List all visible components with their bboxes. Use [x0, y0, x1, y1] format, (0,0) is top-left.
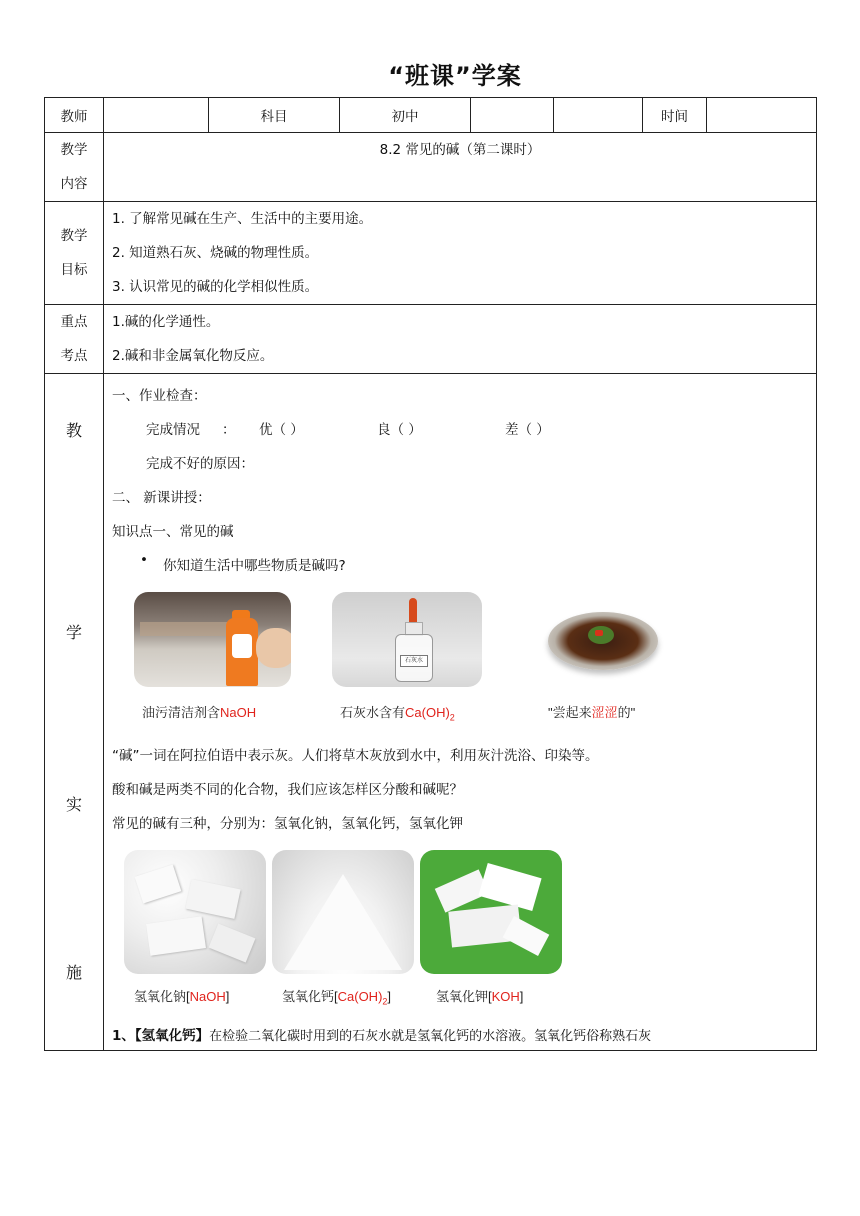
- teacher-value: [104, 98, 209, 133]
- bullet-icon: •: [140, 552, 148, 568]
- goal-item: 3. 认识常见的碱的化学相似性质。: [112, 279, 319, 295]
- caption-koh: 氢氧化钾[KOH]: [436, 989, 524, 1004]
- goals-label: 教学 目标: [45, 202, 104, 305]
- homework-title: 一、作业检查：: [112, 388, 207, 404]
- key-row: [45, 305, 817, 374]
- paragraph-3: 常见的碱有三种，分别为：氢氧化钠，氢氧化钙，氢氧化钾: [112, 816, 463, 832]
- question-text: 你知道生活中哪些物质是碱吗?: [163, 558, 346, 574]
- teaching-cell: [104, 374, 817, 1051]
- everyday-bases-figure: [110, 584, 682, 726]
- subject-value: 初中: [340, 98, 471, 133]
- potassium-hydroxide-photo: [420, 850, 562, 974]
- content-text: 8.2 常见的碱（第二课时）: [379, 142, 541, 158]
- sodium-hydroxide-photo: [124, 850, 266, 974]
- goals-row: [45, 202, 817, 305]
- caption-naoh: 氢氧化钠[NaOH]: [134, 989, 230, 1004]
- caption-limewater: 石灰水含有$Ca(OH)_2$: [340, 705, 455, 723]
- header-row: [45, 98, 817, 133]
- cleaner-photo: [134, 592, 291, 687]
- time-value: [707, 98, 817, 133]
- homework-reason: 完成不好的原因：: [146, 456, 254, 472]
- key-cell: [104, 305, 817, 374]
- goal-item: 1. 了解常见碱在生产、生活中的主要用途。: [112, 211, 373, 227]
- content-row: [45, 133, 817, 202]
- lesson-plan-table: [44, 97, 817, 1051]
- century-egg-photo: [540, 586, 666, 690]
- teaching-content: [104, 374, 816, 1050]
- key-item: 2.碱和非金属氧化物反应。: [112, 348, 274, 364]
- teacher-label: 教师: [45, 98, 104, 133]
- option-bad: 差（ ）: [505, 422, 550, 438]
- teaching-row: [45, 374, 817, 1051]
- homework-status-label: 完成情况: [146, 422, 200, 438]
- page-title: “班课”学案: [388, 62, 522, 90]
- blank-cell-2: [554, 98, 643, 133]
- teaching-label-cell: [45, 374, 104, 1051]
- homework-status-colon: ：: [222, 422, 236, 438]
- bottle-label: 石灰水: [400, 655, 428, 667]
- calcium-hydroxide-paragraph: 1、【氢氧化钙】在检验二氧化碳时用到的石灰水就是氢氧化钙的水溶液。氢氧化钙俗称熟石灰: [112, 1028, 652, 1044]
- paragraph-1: “碱”一词在阿拉伯语中表示灰。人们将草木灰放到水中，利用灰汁洗浴、印染等。: [112, 748, 599, 764]
- common-bases-figure: [114, 848, 566, 1008]
- option-good: 优（ ）: [259, 422, 304, 438]
- goals-cell: [104, 202, 817, 305]
- content-cell: [104, 133, 817, 202]
- teaching-label-char: 施: [65, 963, 82, 982]
- goal-item: 2. 知道熟石灰、烧碱的物理性质。: [112, 245, 319, 261]
- time-label: 时间: [643, 98, 707, 133]
- limewater-photo: [332, 592, 482, 687]
- content-label: 教学 内容: [45, 133, 104, 202]
- new-lesson-title: 二、 新课讲授：: [112, 490, 211, 506]
- caption-caoh2: 氢氧化钙$[Ca(OH)_2]$: [282, 989, 392, 1007]
- subject-label: 科目: [209, 98, 340, 133]
- paragraph-2: 酸和碱是两类不同的化合物，我们应该怎样区分酸和碱呢？: [112, 782, 463, 798]
- teaching-label-char: 实: [65, 795, 82, 814]
- caption-egg: "尝起来涩涩的": [548, 705, 636, 720]
- teaching-label-char: 教: [65, 421, 82, 440]
- key-item: 1.碱的化学通性。: [112, 314, 220, 330]
- key-label: 重点 考点: [45, 305, 104, 374]
- calcium-hydroxide-photo: [272, 850, 414, 974]
- option-fine: 良（ ）: [377, 422, 422, 438]
- teaching-label-char: 学: [65, 623, 82, 642]
- knowledge-point-1: 知识点一、常见的碱: [112, 524, 234, 540]
- blank-cell-1: [471, 98, 554, 133]
- caption-cleaner: 油污清洁剂含NaOH: [142, 705, 257, 720]
